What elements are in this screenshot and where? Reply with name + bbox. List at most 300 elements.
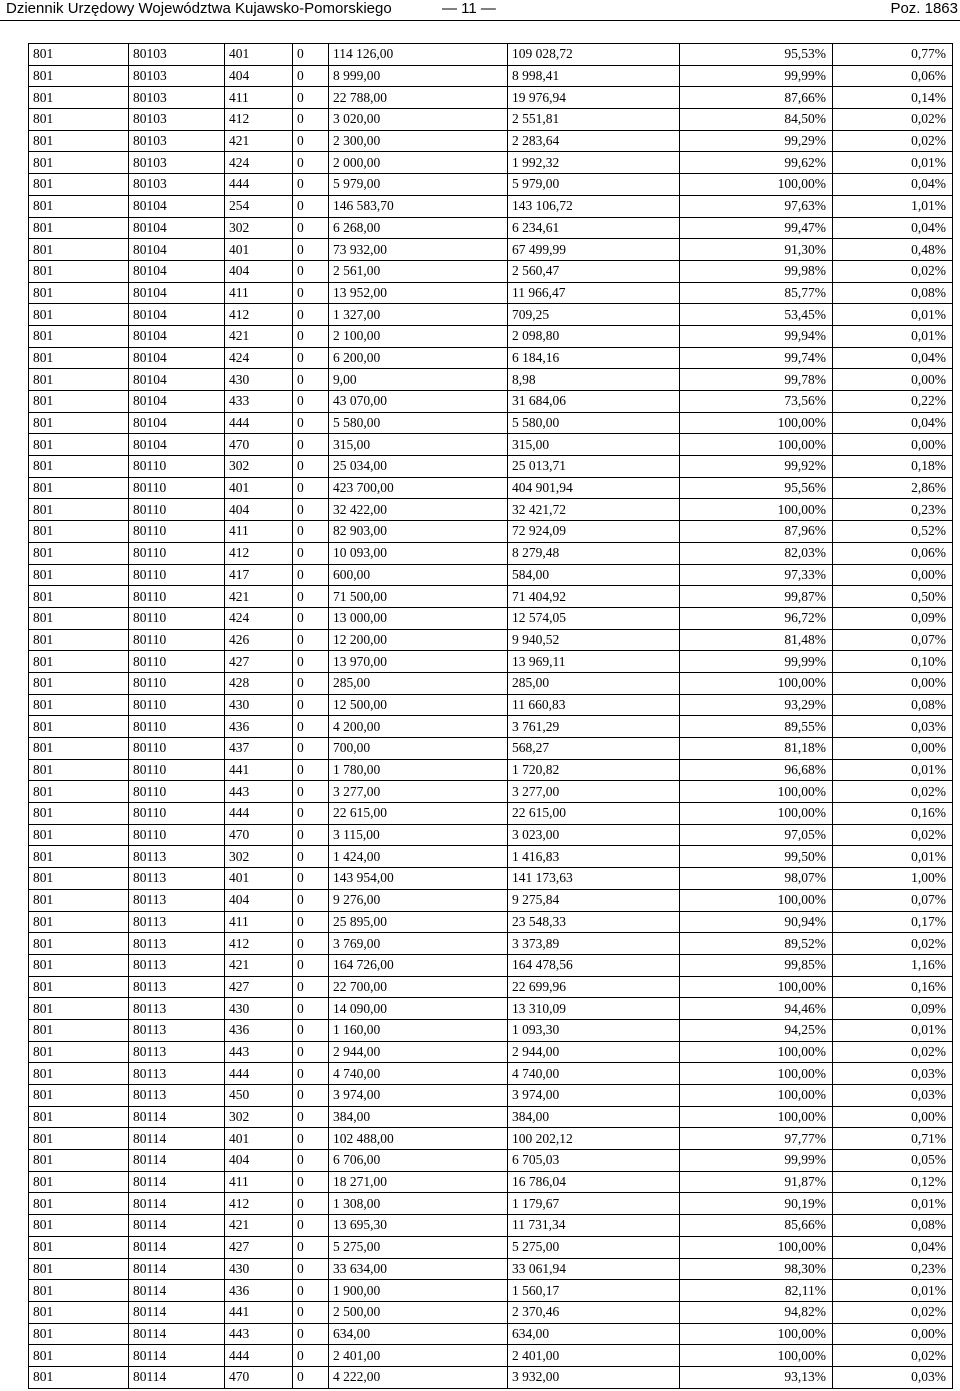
code-cell: 0 [293,434,329,456]
chapter-cell: 80113 [129,976,225,998]
plan-cell: 6 200,00 [329,347,508,369]
execution-cell: 1 992,32 [508,152,680,174]
chapter-cell: 80110 [129,542,225,564]
paragraph-cell: 427 [225,976,293,998]
execution-cell: 11 966,47 [508,282,680,304]
code-cell: 0 [293,954,329,976]
execution-cell: 2 560,47 [508,260,680,282]
share-cell: 0,06% [833,542,953,564]
code-cell: 0 [293,694,329,716]
chapter-cell: 80110 [129,651,225,673]
percent-cell: 93,29% [680,694,833,716]
percent-cell: 100,00% [680,412,833,434]
plan-cell: 634,00 [329,1323,508,1345]
section-cell: 801 [29,239,129,261]
section-cell: 801 [29,1085,129,1107]
chapter-cell: 80103 [129,87,225,109]
table-row [29,716,953,738]
paragraph-cell: 433 [225,391,293,413]
plan-cell: 164 726,00 [329,954,508,976]
plan-cell: 285,00 [329,672,508,694]
plan-cell: 2 300,00 [329,130,508,152]
paragraph-cell: 424 [225,152,293,174]
table-row [29,781,953,803]
percent-cell: 87,66% [680,87,833,109]
plan-cell: 1 308,00 [329,1193,508,1215]
chapter-cell: 80110 [129,477,225,499]
percent-cell: 82,11% [680,1280,833,1302]
chapter-cell: 80104 [129,412,225,434]
paragraph-cell: 411 [225,87,293,109]
chapter-cell: 80114 [129,1150,225,1172]
chapter-cell: 80110 [129,499,225,521]
execution-cell: 709,25 [508,304,680,326]
section-cell: 801 [29,738,129,760]
table-row [29,542,953,564]
section-cell: 801 [29,716,129,738]
code-cell: 0 [293,1085,329,1107]
share-cell: 0,01% [833,1019,953,1041]
section-cell: 801 [29,889,129,911]
chapter-cell: 80110 [129,716,225,738]
section-cell: 801 [29,1128,129,1150]
plan-cell: 8 999,00 [329,65,508,87]
paragraph-cell: 404 [225,65,293,87]
chapter-cell: 80104 [129,239,225,261]
percent-cell: 99,50% [680,846,833,868]
plan-cell: 22 788,00 [329,87,508,109]
share-cell: 0,04% [833,1236,953,1258]
plan-cell: 114 126,00 [329,44,508,66]
share-cell: 0,23% [833,499,953,521]
execution-cell: 3 932,00 [508,1366,680,1388]
share-cell: 0,04% [833,347,953,369]
section-cell: 801 [29,824,129,846]
plan-cell: 423 700,00 [329,477,508,499]
share-cell: 0,02% [833,1301,953,1323]
share-cell: 0,05% [833,1150,953,1172]
percent-cell: 99,99% [680,65,833,87]
execution-cell: 5 275,00 [508,1236,680,1258]
section-cell: 801 [29,152,129,174]
table-row [29,607,953,629]
percent-cell: 99,99% [680,1150,833,1172]
share-cell: 0,08% [833,282,953,304]
percent-cell: 89,52% [680,933,833,955]
code-cell: 0 [293,1171,329,1193]
code-cell: 0 [293,781,329,803]
percent-cell: 100,00% [680,174,833,196]
code-cell: 0 [293,1150,329,1172]
execution-cell: 1 720,82 [508,759,680,781]
table-row [29,846,953,868]
chapter-cell: 80113 [129,1063,225,1085]
table-row [29,260,953,282]
chapter-cell: 80110 [129,564,225,586]
percent-cell: 84,50% [680,109,833,131]
plan-cell: 3 115,00 [329,824,508,846]
share-cell: 0,02% [833,260,953,282]
execution-cell: 31 684,06 [508,391,680,413]
table-row [29,998,953,1020]
chapter-cell: 80113 [129,1041,225,1063]
code-cell: 0 [293,195,329,217]
execution-cell: 67 499,99 [508,239,680,261]
percent-cell: 97,05% [680,824,833,846]
percent-cell: 100,00% [680,672,833,694]
code-cell: 0 [293,1063,329,1085]
execution-cell: 8 998,41 [508,65,680,87]
chapter-cell: 80104 [129,260,225,282]
paragraph-cell: 417 [225,564,293,586]
percent-cell: 98,07% [680,868,833,890]
plan-cell: 13 970,00 [329,651,508,673]
share-cell: 0,00% [833,564,953,586]
chapter-cell: 80104 [129,391,225,413]
code-cell: 0 [293,260,329,282]
paragraph-cell: 421 [225,954,293,976]
code-cell: 0 [293,803,329,825]
paragraph-cell: 443 [225,781,293,803]
section-cell: 801 [29,412,129,434]
execution-cell: 1 179,67 [508,1193,680,1215]
execution-cell: 11 731,34 [508,1215,680,1237]
code-cell: 0 [293,889,329,911]
page-number: — 11 — [442,0,496,17]
chapter-cell: 80110 [129,607,225,629]
execution-cell: 2 944,00 [508,1041,680,1063]
share-cell: 0,16% [833,803,953,825]
share-cell: 0,00% [833,369,953,391]
table-row [29,109,953,131]
share-cell: 0,03% [833,1366,953,1388]
section-cell: 801 [29,369,129,391]
paragraph-cell: 412 [225,542,293,564]
paragraph-cell: 426 [225,629,293,651]
chapter-cell: 80114 [129,1106,225,1128]
table-row [29,976,953,998]
percent-cell: 94,46% [680,998,833,1020]
percent-cell: 97,77% [680,1128,833,1150]
execution-cell: 23 548,33 [508,911,680,933]
table-row [29,1019,953,1041]
paragraph-cell: 470 [225,434,293,456]
percent-cell: 100,00% [680,499,833,521]
chapter-cell: 80110 [129,456,225,478]
execution-cell: 404 901,94 [508,477,680,499]
table-row [29,412,953,434]
percent-cell: 94,25% [680,1019,833,1041]
chapter-cell: 80114 [129,1345,225,1367]
share-cell: 1,01% [833,195,953,217]
percent-cell: 100,00% [680,1106,833,1128]
execution-cell: 8 279,48 [508,542,680,564]
plan-cell: 32 422,00 [329,499,508,521]
code-cell: 0 [293,716,329,738]
paragraph-cell: 470 [225,1366,293,1388]
table-row [29,325,953,347]
table-row [29,868,953,890]
chapter-cell: 80114 [129,1193,225,1215]
code-cell: 0 [293,1041,329,1063]
code-cell: 0 [293,477,329,499]
plan-cell: 315,00 [329,434,508,456]
table-row [29,803,953,825]
percent-cell: 89,55% [680,716,833,738]
code-cell: 0 [293,304,329,326]
execution-cell: 12 574,05 [508,607,680,629]
table-row [29,87,953,109]
code-cell: 0 [293,759,329,781]
table-row [29,954,953,976]
code-cell: 0 [293,1345,329,1367]
percent-cell: 73,56% [680,391,833,413]
execution-cell: 11 660,83 [508,694,680,716]
plan-cell: 25 034,00 [329,456,508,478]
section-cell: 801 [29,911,129,933]
percent-cell: 81,48% [680,629,833,651]
paragraph-cell: 436 [225,1280,293,1302]
share-cell: 0,01% [833,846,953,868]
execution-cell: 384,00 [508,1106,680,1128]
chapter-cell: 80110 [129,759,225,781]
paragraph-cell: 444 [225,1063,293,1085]
paragraph-cell: 444 [225,412,293,434]
paragraph-cell: 411 [225,1171,293,1193]
percent-cell: 91,87% [680,1171,833,1193]
table-row [29,586,953,608]
table-body [29,44,953,1389]
section-cell: 801 [29,282,129,304]
table-row [29,217,953,239]
table-row [29,477,953,499]
code-cell: 0 [293,824,329,846]
table-row [29,824,953,846]
table-row [29,1345,953,1367]
code-cell: 0 [293,651,329,673]
table-row [29,1323,953,1345]
section-cell: 801 [29,325,129,347]
plan-cell: 102 488,00 [329,1128,508,1150]
section-cell: 801 [29,1150,129,1172]
chapter-cell: 80113 [129,998,225,1020]
section-cell: 801 [29,1193,129,1215]
execution-cell: 3 277,00 [508,781,680,803]
plan-cell: 25 895,00 [329,911,508,933]
percent-cell: 99,98% [680,260,833,282]
execution-cell: 584,00 [508,564,680,586]
table-row [29,1280,953,1302]
plan-cell: 3 277,00 [329,781,508,803]
execution-cell: 6 705,03 [508,1150,680,1172]
paragraph-cell: 411 [225,911,293,933]
plan-cell: 82 903,00 [329,521,508,543]
paragraph-cell: 444 [225,1345,293,1367]
section-cell: 801 [29,1366,129,1388]
code-cell: 0 [293,521,329,543]
plan-cell: 13 000,00 [329,607,508,629]
section-cell: 801 [29,586,129,608]
chapter-cell: 80113 [129,889,225,911]
section-cell: 801 [29,1171,129,1193]
code-cell: 0 [293,456,329,478]
section-cell: 801 [29,1063,129,1085]
table-row [29,304,953,326]
percent-cell: 100,00% [680,781,833,803]
share-cell: 0,00% [833,1106,953,1128]
plan-cell: 22 700,00 [329,976,508,998]
paragraph-cell: 450 [225,1085,293,1107]
table-row [29,1301,953,1323]
paragraph-cell: 421 [225,1215,293,1237]
percent-cell: 91,30% [680,239,833,261]
table-row [29,759,953,781]
share-cell: 1,00% [833,868,953,890]
execution-cell: 3 373,89 [508,933,680,955]
share-cell: 0,02% [833,1041,953,1063]
code-cell: 0 [293,1128,329,1150]
table-row [29,1041,953,1063]
paragraph-cell: 436 [225,716,293,738]
share-cell: 0,02% [833,109,953,131]
chapter-cell: 80103 [129,44,225,66]
paragraph-cell: 401 [225,868,293,890]
percent-cell: 90,19% [680,1193,833,1215]
percent-cell: 53,45% [680,304,833,326]
chapter-cell: 80104 [129,434,225,456]
share-cell: 0,16% [833,976,953,998]
paragraph-cell: 424 [225,607,293,629]
code-cell: 0 [293,1236,329,1258]
percent-cell: 96,68% [680,759,833,781]
section-cell: 801 [29,391,129,413]
share-cell: 0,04% [833,174,953,196]
paragraph-cell: 427 [225,1236,293,1258]
section-cell: 801 [29,651,129,673]
paragraph-cell: 427 [225,651,293,673]
chapter-cell: 80110 [129,738,225,760]
paragraph-cell: 302 [225,846,293,868]
execution-cell: 6 234,61 [508,217,680,239]
paragraph-cell: 470 [225,824,293,846]
code-cell: 0 [293,868,329,890]
code-cell: 0 [293,586,329,608]
paragraph-cell: 302 [225,1106,293,1128]
chapter-cell: 80113 [129,1085,225,1107]
section-cell: 801 [29,521,129,543]
section-cell: 801 [29,868,129,890]
chapter-cell: 80104 [129,325,225,347]
paragraph-cell: 401 [225,477,293,499]
paragraph-cell: 404 [225,260,293,282]
execution-cell: 71 404,92 [508,586,680,608]
paragraph-cell: 254 [225,195,293,217]
chapter-cell: 80103 [129,65,225,87]
section-cell: 801 [29,456,129,478]
table-row [29,1236,953,1258]
share-cell: 0,48% [833,239,953,261]
paragraph-cell: 412 [225,933,293,955]
percent-cell: 99,29% [680,130,833,152]
share-cell: 0,04% [833,217,953,239]
chapter-cell: 80114 [129,1366,225,1388]
chapter-cell: 80103 [129,130,225,152]
plan-cell: 600,00 [329,564,508,586]
chapter-cell: 80104 [129,195,225,217]
table-row [29,174,953,196]
code-cell: 0 [293,738,329,760]
table-row [29,933,953,955]
share-cell: 0,02% [833,824,953,846]
table-row [29,1215,953,1237]
plan-cell: 33 634,00 [329,1258,508,1280]
table-row [29,1193,953,1215]
plan-cell: 12 200,00 [329,629,508,651]
chapter-cell: 80110 [129,824,225,846]
share-cell: 0,08% [833,1215,953,1237]
code-cell: 0 [293,998,329,1020]
section-cell: 801 [29,434,129,456]
percent-cell: 85,66% [680,1215,833,1237]
paragraph-cell: 430 [225,694,293,716]
paragraph-cell: 401 [225,239,293,261]
code-cell: 0 [293,174,329,196]
paragraph-cell: 428 [225,672,293,694]
paragraph-cell: 421 [225,586,293,608]
chapter-cell: 80110 [129,781,225,803]
plan-cell: 384,00 [329,1106,508,1128]
plan-cell: 1 160,00 [329,1019,508,1041]
section-cell: 801 [29,1106,129,1128]
table-row [29,651,953,673]
share-cell: 0,04% [833,412,953,434]
execution-cell: 6 184,16 [508,347,680,369]
plan-cell: 9,00 [329,369,508,391]
code-cell: 0 [293,282,329,304]
section-cell: 801 [29,65,129,87]
header-divider [0,20,960,21]
execution-cell: 285,00 [508,672,680,694]
percent-cell: 93,13% [680,1366,833,1388]
plan-cell: 10 093,00 [329,542,508,564]
paragraph-cell: 411 [225,521,293,543]
budget-table [28,43,953,1389]
section-cell: 801 [29,1280,129,1302]
plan-cell: 5 580,00 [329,412,508,434]
share-cell: 0,00% [833,738,953,760]
chapter-cell: 80110 [129,694,225,716]
share-cell: 0,06% [833,65,953,87]
execution-cell: 8,98 [508,369,680,391]
share-cell: 0,02% [833,781,953,803]
table-row [29,152,953,174]
execution-cell: 72 924,09 [508,521,680,543]
execution-cell: 22 615,00 [508,803,680,825]
code-cell: 0 [293,846,329,868]
chapter-cell: 80113 [129,911,225,933]
share-cell: 2,86% [833,477,953,499]
plan-cell: 5 979,00 [329,174,508,196]
section-cell: 801 [29,87,129,109]
code-cell: 0 [293,499,329,521]
code-cell: 0 [293,607,329,629]
table-row [29,1258,953,1280]
chapter-cell: 80103 [129,109,225,131]
percent-cell: 100,00% [680,434,833,456]
chapter-cell: 80104 [129,217,225,239]
table-row [29,1063,953,1085]
section-cell: 801 [29,976,129,998]
